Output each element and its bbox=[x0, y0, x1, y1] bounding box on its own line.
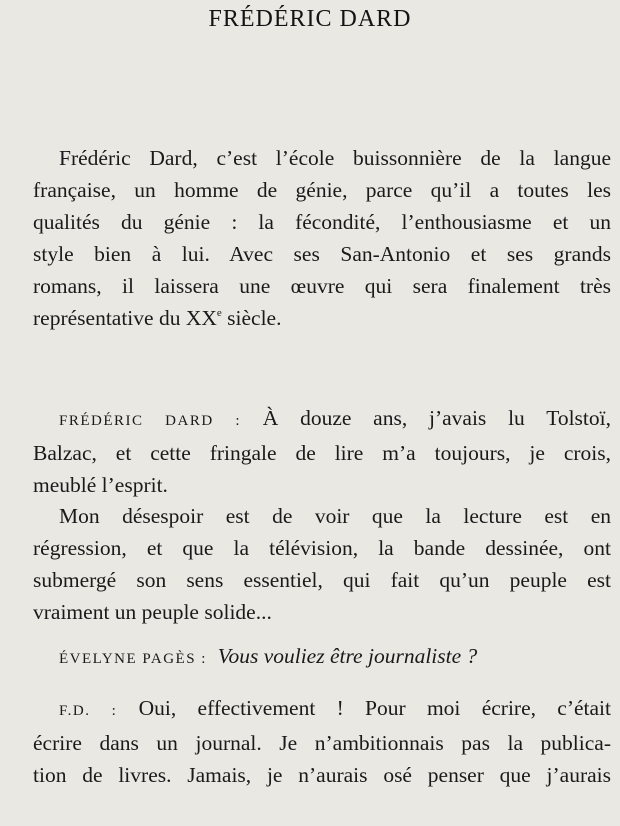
answer-line-1 bbox=[33, 692, 611, 727]
intro-line: qualités du génie : la fécondité, l’enthousiasme et un bbox=[33, 210, 611, 234]
dialogue-1-line-3: meublé l’esprit. bbox=[33, 473, 168, 497]
page-title: FRÉDÉRIC DARD bbox=[208, 6, 412, 32]
intro-last-suffix: siècle. bbox=[221, 306, 282, 330]
question-line bbox=[33, 640, 611, 675]
answer-line-2: écrire dans un journal. Je n’ambitionnais pas la publica- bbox=[33, 731, 611, 755]
intro-line: style bien à lui. Avec ses San-Antonio et ses grands bbox=[33, 242, 611, 266]
dialogue-1-line-1 bbox=[33, 402, 611, 437]
answer-fd bbox=[33, 692, 611, 791]
dialogue-1b-line: vraiment un peuple solide... bbox=[33, 600, 272, 624]
answer-text-1: Oui, effectivement ! Pour moi écrire, c’était bbox=[138, 696, 611, 720]
intro-line: romans, il laissera une œuvre qui sera finalement très bbox=[33, 274, 611, 298]
century-superscript: e bbox=[216, 307, 222, 319]
dialogue-frederic-dard bbox=[33, 402, 611, 501]
speaker-fd: F.D. : bbox=[59, 703, 118, 719]
dialogue-1b-line: régression, et que la télévision, la bande dessinée, ont bbox=[33, 536, 611, 560]
intro-line-last bbox=[33, 302, 611, 334]
intro-line: Frédéric Dard, c’est l’école buissonnière de la langue bbox=[59, 146, 611, 170]
intro-paragraph bbox=[33, 142, 611, 334]
speaker-frederic-dard: FRÉDÉRIC DARD : bbox=[59, 413, 241, 429]
dialogue-1b-line: Mon désespoir est de voir que la lecture est en bbox=[59, 504, 611, 528]
intro-line: française, un homme de génie, parce qu’il a toutes les bbox=[33, 178, 611, 202]
speaker-evelyne-pages: ÉVELYNE PAGÈS : bbox=[59, 651, 207, 667]
dialogue-1-line-2: Balzac, et cette fringale de lire m’a toujours, je crois, bbox=[33, 441, 611, 465]
question-evelyne-pages bbox=[33, 640, 611, 675]
dialogue-1b-line: submergé son sens essentiel, qui fait qu’un peuple est bbox=[33, 568, 611, 592]
answer-line-3: tion de livres. Jamais, je n’aurais osé penser que j’aurais bbox=[33, 763, 611, 787]
dialogue-frederic-dard-continued bbox=[33, 500, 611, 628]
dialogue-1-text-1: À douze ans, j’avais lu Tolstoï, bbox=[262, 406, 611, 430]
question-text: Vous vouliez être journaliste ? bbox=[217, 644, 478, 668]
intro-last-prefix: représentative du XX bbox=[33, 306, 217, 330]
